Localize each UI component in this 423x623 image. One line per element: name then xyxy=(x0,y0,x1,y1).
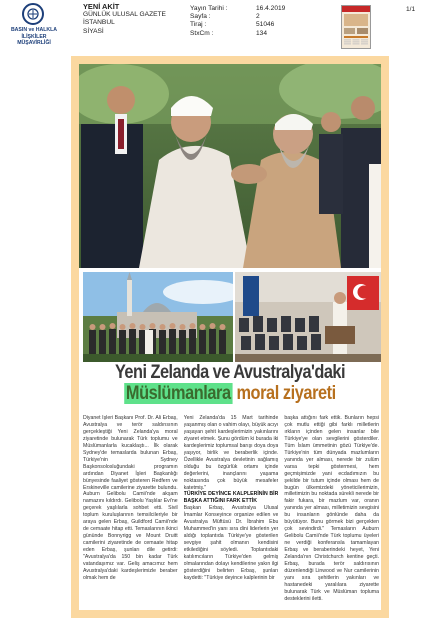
headline-rest: moral ziyareti xyxy=(232,383,336,404)
info-labels xyxy=(190,5,228,38)
conference-photo xyxy=(235,272,381,362)
article-headline xyxy=(79,362,381,404)
label-circulation: Tiraj : xyxy=(190,21,207,29)
agency-name-line1: BASIN ve HALKLA İLİŞKİLER xyxy=(10,27,58,40)
column-1-text: Diyanet İşleri Başkanı Prof. Dr. Ali Erbaş, Avustralya ve terör saldırısının gerçekleştiği Yeni Zelanda'ya moral ziyaretinde bulunarak Türk toplumu ve Müslümanlarla kucaklaştı... İlk olarak Sydney'de temaslarda bulunan Erbaş, Türkiye'nin Sydney Başkonsolosluğundaki programın ardından Diyanet İşleri Başkanlığı bünyesinde faaliyet gösteren Redfern ve Erskineville camilerine ziyarette bulundu. Auburn Gelibolu Camii'nde akşam namazını kıldırdı. Gelibolu Yaşlılar Evi'ne geçerek yaşlılarla sohbet etti. Sivil toplum kuruluşlarının temsilcileriyle bir araya gelen Erbaş, Guildford Camii'nde de cemaate hitap etti. Temaslarının ikinci gününde Bonnyrigg ve Mount Druitt camilerini ziyaretinde de cemaate hitap eden Erbaş, şunları dile getirdi: "Avustralya'da 150 bin kadar Türk vatandaşımız var. Geliş amacımız hem Avustralya'daki kardeşlerimizle beraber olmak hem de xyxy=(83,415,178,581)
value-date: 16.4.2019 xyxy=(256,5,286,12)
value-area: 134 xyxy=(256,29,268,37)
publication-name: YENİ AKİT xyxy=(83,2,120,11)
info-values xyxy=(256,5,285,38)
agency-name xyxy=(2,27,66,47)
page-thumbnail[interactable] xyxy=(341,5,371,49)
main-photo xyxy=(79,64,381,268)
page-count: 1/1 xyxy=(406,6,416,13)
mosque-group-photo xyxy=(83,272,233,362)
publication-info xyxy=(83,3,166,36)
value-circulation: 51046 xyxy=(256,21,275,29)
label-date: Yayın Tarihi : xyxy=(190,5,228,12)
agency-logo-icon xyxy=(22,3,44,25)
publication-city: İSTANBUL xyxy=(83,19,115,27)
article-body xyxy=(83,415,379,610)
publication-category: SİYASİ xyxy=(83,27,104,35)
column-2-subheading: TÜRKİYE DEYİNCE KALPLERİNİN BİR BAŞKA ATTIĞINI FARK ETTİK xyxy=(183,491,279,505)
headline-line1: Yeni Zelanda ve Avustralya'daki xyxy=(114,362,346,383)
publication-type: GÜNLÜK ULUSAL GAZETE xyxy=(83,11,166,19)
column-3 xyxy=(284,415,379,610)
column-1 xyxy=(83,415,178,610)
label-page: Sayfa : xyxy=(190,13,211,21)
column-2-text-b: Başkan Erbaş, Avustralya Ulusal İmamlar Konseyince organize edilen ve Avustralya Müftüsü Dr. İbrahim Ebu Muhammed'in yanı sıra dini liderlerin yer aldığı toplantıda Türkiye'ye gösterilen sevgiye şahit olmanın kendisini etkilediğini söyledi. Toplantıdaki katılımcıların Türkiye'den gelmiş olmalarından dolayı kendilerine yakın ilgi gösterdiğini belirten Erbaş, şunları kaydetti: "Türkiye deyince kalplerinin bir xyxy=(183,505,279,581)
column-2 xyxy=(184,415,279,610)
headline-line2 xyxy=(100,383,360,404)
column-2-text: Yeni Zelanda'da 15 Mart tarihinde yaşanmış olan o vahim olayı, büyük acıyı yaşayan şehit kardeşlerimizin yakınlarını ziyaret etmek. Şunu gördüm ki burada iki kardeşlerimiz toplumsal barışı doya doya yaşıyor, birlik ve beraberlik içinde. Özellikle Avustralya devletinin sağlamış olduğu bu özgürlük ortamı içinde değerlerini, inançlarını yaşama noktasında çok büyük mesafeler katetmiş." xyxy=(183,415,279,491)
agency-name-line2: MÜŞAVİRLİĞİ xyxy=(17,40,51,46)
column-3-text: başka attığını fark ettik. Bunların hepsi çok mutlu ettiği gibi farklı milletlerin ırkların içinden gelen insanlar bile Türkiye'ye olan sevgilerini gösterdiler. Tüm İslam ümmetinin gözü Türkiye'de. Türkiye'nin tüm dünyada mazlumların yanında yer alması, nerede bir zulüm varsa tepki göstermesi, hem geçmişimizde yani ecdadımızın bu şekilde bir tutum içinde olması hem de bugün ülkemizdeki yöneticilerimizin, milletimizin bu noktada sürekli nerede bir fakir fukara, bir mazlum var, oranın yanında yer alması, milletimizin sevgisini bu insanların gönlünde daha da büyütüyor. Bunu görmek bizi gerçekten çok sevindirdi." Temasların Auburn Gelibolu Camii'nde Türk toplumu üyeleri ne verdiği konferansla tamamlayan Erbaş ve beraberindeki heyet, Yeni Zelanda'nın Christchurch kentine geçti. Erbaş, burada terör saldırısının düzenlendiği Linwood ve Nur camilerinin yanı sıra şehitlerin yakınları ve hastanedeki yaralılara ziyarette bulunarak Türk ve Müslüman topluma desteklerini iletti. xyxy=(284,415,380,602)
label-area: StxCm : xyxy=(190,29,214,37)
value-page: 2 xyxy=(256,13,260,21)
clipping-header xyxy=(0,0,423,52)
article-clipping xyxy=(71,56,389,618)
headline-highlight: Müslümanlara xyxy=(125,383,231,404)
